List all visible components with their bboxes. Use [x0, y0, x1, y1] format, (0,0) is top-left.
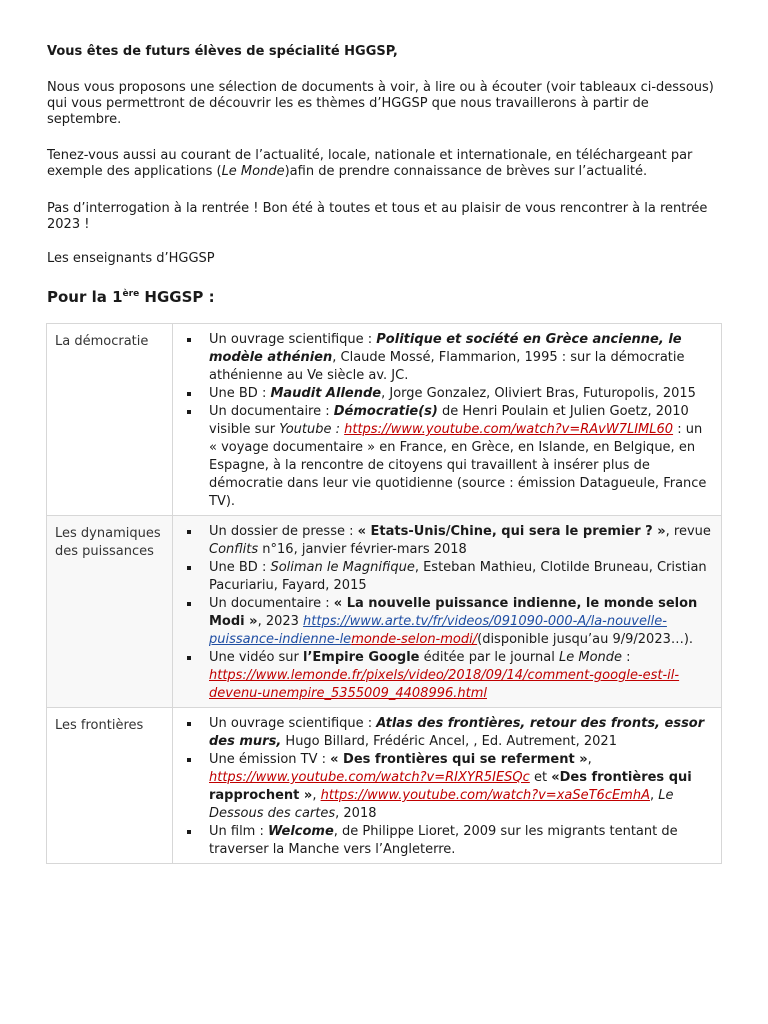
list-item [209, 523, 711, 559]
youtube-link[interactable]: https://www.youtube.com/watch?v=RAvW7LIML60 [344, 422, 674, 437]
table-row [47, 324, 722, 516]
summer-paragraph: Pas d’interrogation à la rentrée ! Bon été à toutes et tous et au plaisir de vous rencontrer à la rentrée 2023 ! [47, 201, 708, 232]
content-cell [173, 708, 722, 864]
work-title: «Des frontières qui rapprochent » [209, 770, 692, 803]
source-name: Conflits [209, 542, 259, 557]
content-cell [173, 516, 722, 708]
item-text: , Jorge Gonzalez, Oliviert Bras, Futuropolis, 2015 [381, 386, 696, 401]
lemonde-link[interactable]: https://www.lemonde.fr/pixels/video/2018/09/14/comment-google-est-il-devenu-unempire_5355009_4408996.html [209, 668, 680, 701]
theme-cell: Les frontières [47, 708, 173, 864]
list-item [209, 649, 711, 703]
item-text: Une BD : [209, 386, 271, 401]
arte-link[interactable]: https://www.arte.tv/fr/videos/091090-000-A/la-nouvelle-puissance-indienne-le [209, 614, 667, 647]
resource-list [173, 523, 711, 703]
source-name: Youtube : [279, 422, 345, 437]
item-text: , [312, 788, 321, 803]
work-title: « Etats-Unis/Chine, qui sera le premier ? » [357, 524, 666, 539]
item-text: (disponible jusqu’au 9/9/2023…). [477, 632, 694, 647]
item-text: Une BD : [209, 560, 271, 575]
list-item [209, 595, 711, 649]
heading-post: HGGSP : [139, 288, 215, 306]
youtube-link[interactable]: https://www.youtube.com/watch?v=xaSeT6cEmhA [320, 788, 650, 803]
item-text: , [649, 788, 659, 803]
resources-table [46, 323, 722, 864]
item-text: , 2018 [335, 806, 377, 821]
list-item [209, 403, 711, 511]
table-row [47, 516, 722, 708]
source-name: Le Monde [559, 650, 623, 665]
work-title: Welcome [268, 824, 334, 839]
work-title: « Des frontières qui se referment » [330, 752, 588, 767]
signature: Les enseignants d’HGGSP [47, 251, 215, 266]
news-paragraph [47, 148, 727, 180]
item-text: , revue [665, 524, 711, 539]
arte-link-end[interactable]: monde-selon-modi/ [351, 632, 478, 647]
table-row [47, 708, 722, 864]
item-text: , 2023 [257, 614, 304, 629]
work-title: l’Empire Google [303, 650, 420, 665]
resource-list [173, 331, 711, 511]
item-text: , Claude Mossé, Flammarion, 1995 : sur la démocratie athénienne au Ve siècle av. JC. [209, 350, 685, 383]
item-text: Une vidéo sur [209, 650, 304, 665]
item-text: n°16, janvier février-mars 2018 [258, 542, 467, 557]
youtube-link[interactable]: https://www.youtube.com/watch?v=RIXYR5IESQc [209, 770, 530, 785]
news-text-a: Tenez-vous aussi au courant de l’actualité, locale, nationale et internationale, en téléchargeant par exemple des applications ( [47, 148, 693, 179]
work-title: Soliman le Magnifique [270, 560, 415, 575]
theme-cell: La démocratie [47, 324, 173, 516]
item-text: : un « voyage documentaire » en France, en Grèce, en Islande, en Belgique, en Espagne, à la rencontre de citoyens qui travaillent à insérer plus de démocratie dans leur vie quotidienne (source : émission Datagueule, France TV). [209, 422, 707, 509]
item-text: Un film : [209, 824, 268, 839]
section-heading [47, 288, 215, 306]
work-title: Politique et société en Grèce ancienne, le modèle athénien [209, 332, 682, 365]
source-name: Le Dessous des cartes [209, 788, 674, 821]
item-text: Un ouvrage scientifique : [209, 332, 377, 347]
item-text: , [587, 752, 592, 767]
greeting: Vous êtes de futurs élèves de spécialité HGGSP, [47, 44, 398, 59]
list-item [209, 823, 711, 859]
item-text: Un dossier de presse : [209, 524, 358, 539]
list-item [209, 331, 711, 385]
work-title: Atlas des frontières, retour des fronts, essor des murs, [209, 716, 705, 749]
app-name: Le Monde [221, 164, 285, 179]
list-item [209, 751, 711, 823]
theme-cell: Les dynamiques des puissances [47, 516, 173, 708]
work-title: Maudit Allende [270, 386, 382, 401]
content-cell [173, 324, 722, 516]
item-text: Une émission TV : [209, 752, 331, 767]
item-text: : [622, 650, 631, 665]
work-title: Démocratie(s) [333, 404, 438, 419]
item-text: et [529, 770, 552, 785]
list-item [209, 385, 711, 403]
item-text: de Henri Poulain et Julien Goetz, 2010 visible sur [209, 404, 689, 437]
item-text: Un documentaire : [209, 596, 334, 611]
intro-paragraph: Nous vous proposons une sélection de documents à voir, à lire ou à écouter (voir tableaux ci-dessous) qui vous permettront de découvrir les es thèmes d’HGGSP que nous travaillerons à partir de septembre. [47, 80, 714, 127]
resource-list [173, 715, 711, 859]
heading-sup: ère [122, 289, 140, 299]
list-item [209, 559, 711, 595]
item-text: Un ouvrage scientifique : [209, 716, 377, 731]
news-text-b: )afin de prendre connaissance de brèves sur l’actualité. [284, 164, 648, 179]
list-item [209, 715, 711, 751]
work-title: « La nouvelle puissance indienne, le monde selon Modi » [209, 596, 698, 629]
item-text: , Esteban Mathieu, Clotilde Bruneau, Cristian Pacuriariu, Fayard, 2015 [209, 560, 707, 593]
item-text: Un documentaire : [209, 404, 334, 419]
heading-pre: Pour la 1 [47, 288, 123, 306]
item-text: éditée par le journal [419, 650, 559, 665]
item-text: Hugo Billard, Frédéric Ancel, , Ed. Autrement, 2021 [281, 734, 617, 749]
item-text: , de Philippe Lioret, 2009 sur les migrants tentant de traverser la Manche vers l’Angleterre. [209, 824, 678, 857]
